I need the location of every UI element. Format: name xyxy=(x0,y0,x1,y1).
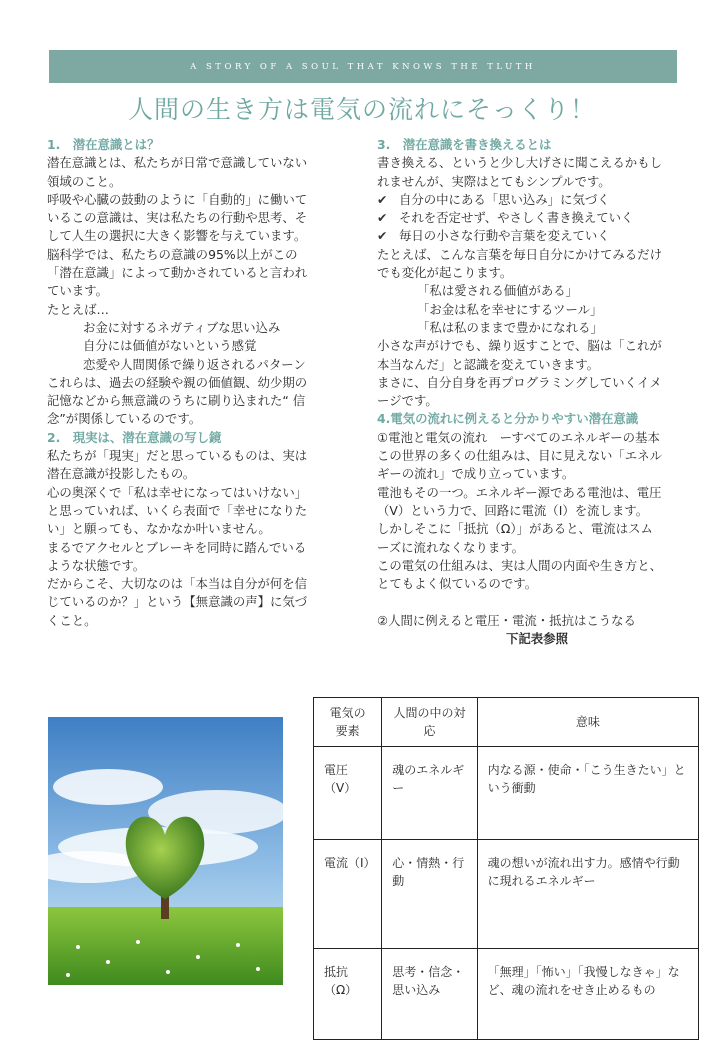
line-text: い」と願っても、なかなか叶いません。 xyxy=(47,521,271,537)
line-text: 記憶などから無意識のうちに刷り込まれた“ 信 xyxy=(47,393,306,409)
line-text: とてもよく似ているのです。 xyxy=(377,576,538,592)
text-line xyxy=(377,337,697,355)
text-line xyxy=(377,227,697,245)
line-text: 本当なんだ」と認識を変えていきます。 xyxy=(377,356,600,372)
text-line xyxy=(377,465,697,483)
heart-tree-photo xyxy=(48,717,283,985)
text-line xyxy=(47,154,357,172)
line-text: 領域のこと。 xyxy=(47,173,122,189)
text-line xyxy=(47,575,357,593)
section-heading xyxy=(47,136,357,154)
text-line xyxy=(47,319,357,337)
line-text: 潜在意識が投影したもの。 xyxy=(47,466,196,482)
table-header-cell: 意味 xyxy=(477,698,698,747)
line-text: ような状態です。 xyxy=(47,557,146,573)
text-line xyxy=(47,356,357,374)
header-banner xyxy=(49,50,677,83)
text-line xyxy=(377,191,697,209)
text-line xyxy=(377,246,697,264)
table-header-row xyxy=(314,698,699,747)
text-line xyxy=(47,337,357,355)
table-cell: 魂の想いが流れ出す力。感情や行動に現れるエネルギー xyxy=(477,840,698,949)
text-line xyxy=(377,557,697,575)
line-text: まさに、自分自身を再プログラミングしていくイメ xyxy=(377,374,662,390)
text-line xyxy=(47,191,357,209)
line-text: 「私は私のままで豊かになれる」 xyxy=(417,319,603,335)
text-line xyxy=(377,484,697,502)
text-line xyxy=(377,612,697,630)
text-line xyxy=(47,374,357,392)
table-cell: 魂のエネルギー xyxy=(382,747,477,840)
text-line xyxy=(377,447,697,465)
table-header-cell: 電気の要素 xyxy=(314,698,382,747)
table-cell: 思考・信念・思い込み xyxy=(382,949,477,1040)
line-text: それを否定せず、やさしく書き換えていく xyxy=(399,210,634,226)
page-title: 人間の生き方は電気の流れにそっくり！ xyxy=(127,95,596,124)
text-line xyxy=(47,392,357,410)
line-text: ①電池と電気の流れ ーすべてのエネルギーの基本 xyxy=(377,429,660,445)
section-heading xyxy=(377,410,697,428)
text-line xyxy=(377,301,697,319)
line-text: まるでアクセルとブレーキを同時に踏んでいる xyxy=(47,539,307,555)
line-text: 自分には価値がないという感覚 xyxy=(83,338,257,354)
check-icon: ✔ xyxy=(377,210,388,226)
line-text: 心の奥深くで「私は幸せになってはいけない」 xyxy=(47,484,308,500)
line-text: この世界の多くの仕組みは、目に見えない「エネル xyxy=(377,448,662,464)
heart-tree-icon xyxy=(48,717,283,985)
line-text: 毎日の小さな行動や言葉を変えていく xyxy=(399,228,610,244)
line-text: 小さな声がけでも、繰り返すことで、脳は「これが xyxy=(377,338,662,354)
text-line xyxy=(47,246,357,264)
text-line xyxy=(47,484,357,502)
text-line xyxy=(377,392,697,410)
banner-text: A STORY OF A SOUL THAT KNOWS THE TLUTH xyxy=(190,61,536,72)
line-text: しかしそこに「抵抗（Ω）」があると、電流はスム xyxy=(377,521,653,537)
line-text: 念”が関係しているのです。 xyxy=(47,411,202,427)
line-text: お金に対するネガティブな思い込み xyxy=(83,319,281,335)
text-line xyxy=(377,575,697,593)
table-cell: 内なる源・使命・「こう生きたい」という衝動 xyxy=(477,747,698,840)
table-row xyxy=(314,949,699,1040)
line-text: して人生の選択に大きく影響を与えています。 xyxy=(47,228,307,244)
line-text: ージです。 xyxy=(377,393,438,409)
text-line xyxy=(377,173,697,191)
line-text: でも変化が起こります。 xyxy=(377,265,513,281)
table-cell: 抵抗（Ω） xyxy=(314,949,382,1040)
line-text: 脳科学では、私たちの意識の95%以上がこの xyxy=(47,246,298,262)
text-line xyxy=(377,356,697,374)
text-line xyxy=(47,539,357,557)
line-text: くこと。 xyxy=(47,612,97,628)
check-icon: ✔ xyxy=(377,191,388,207)
text-line xyxy=(47,173,357,191)
text-line xyxy=(377,264,697,282)
table-row xyxy=(314,747,699,840)
line-text: ギーの流れ」で成り立っています。 xyxy=(377,466,575,482)
text-line xyxy=(377,319,697,337)
text-line xyxy=(47,465,357,483)
right-column xyxy=(377,136,697,648)
line-text: 1. 潜在意識とは？ xyxy=(47,137,160,152)
text-line xyxy=(377,630,697,648)
electric-analogy-table xyxy=(313,697,699,1040)
text-line xyxy=(377,502,697,520)
section-heading xyxy=(47,429,357,447)
line-text: たとえば… xyxy=(47,301,109,317)
text-line xyxy=(377,282,697,300)
check-icon: ✔ xyxy=(377,228,388,244)
line-text: だからこそ、大切なのは「本当は自分が何を信 xyxy=(47,576,307,592)
line-text: と思っていれば、いくら表面で「幸せになりた xyxy=(47,502,308,518)
line-text: 3. 潜在意識を書き換えるとは xyxy=(377,137,552,152)
line-text: ②人間に例えると電圧・電流・抵抗はこうなる xyxy=(377,612,636,628)
table-cell: 「無理」「怖い」「我慢しなきゃ」など、魂の流れをせき止めるもの xyxy=(477,949,698,1040)
table-cell: 電圧（V） xyxy=(314,747,382,840)
table-row xyxy=(314,840,699,949)
text-line xyxy=(47,264,357,282)
text-line xyxy=(47,209,357,227)
text-line xyxy=(47,282,357,300)
line-text: ーズに流れなくなります。 xyxy=(377,539,525,555)
text-line xyxy=(377,429,697,447)
section-heading xyxy=(377,136,697,154)
text-line xyxy=(47,593,357,611)
text-line xyxy=(377,374,697,392)
line-text: 電池もその一つ。エネルギー源である電池は、電圧 xyxy=(377,484,662,500)
left-column xyxy=(47,136,357,630)
line-text: 下記表参照 xyxy=(506,631,568,647)
text-line xyxy=(47,502,357,520)
text-line xyxy=(47,227,357,245)
line-text: 4.電気の流れに例えると分かりやすい潜在意識 xyxy=(377,411,639,427)
line-text: 「潜在意識」によって動かされていると言われ xyxy=(47,265,308,281)
line-text: 自分の中にある「思い込み」に気づく xyxy=(399,191,610,207)
line-text: 恋愛や人間関係で繰り返されるパターン xyxy=(83,356,306,372)
line-text: この電気の仕組みは、実は人間の内面や生き方と、 xyxy=(377,557,662,573)
text-line xyxy=(47,410,357,428)
text-line xyxy=(47,301,357,319)
line-text: れませんが、実際はとてもシンプルです。 xyxy=(377,173,611,189)
text-line xyxy=(377,593,697,611)
text-line xyxy=(47,447,357,465)
table-header-cell: 人間の中の対応 xyxy=(382,698,477,747)
table-cell: 電流（I） xyxy=(314,840,382,949)
line-text: 書き換える、というと少し大げさに聞こえるかもし xyxy=(377,155,662,171)
line-text: 「お金は私を幸せにするツール」 xyxy=(417,301,603,317)
text-line xyxy=(377,209,697,227)
text-line xyxy=(377,520,697,538)
text-line xyxy=(377,154,697,172)
line-text: 「私は愛される価値がある」 xyxy=(417,283,579,299)
line-text: （V）という力で、回路に電流（I）を流します。 xyxy=(377,502,649,518)
line-text: いるこの意識は、実は私たちの行動や思考、そ xyxy=(47,210,308,226)
text-line xyxy=(377,539,697,557)
line-text: 私たちが「現実」だと思っているものは、実は xyxy=(47,448,308,464)
text-line xyxy=(47,557,357,575)
line-text: ています。 xyxy=(47,283,108,299)
text-line xyxy=(47,612,357,630)
line-text: 潜在意識とは、私たちが日常で意識していない xyxy=(47,155,308,171)
line-text: じているのか？」という【無意識の声】に気づ xyxy=(47,594,308,610)
line-text: これらは、過去の経験や親の価値観、幼少期の xyxy=(47,374,308,390)
table-cell: 心・情熱・行動 xyxy=(382,840,477,949)
line-text: 呼吸や心臓の鼓動のように「自動的」に働いて xyxy=(47,191,308,207)
text-line xyxy=(47,520,357,538)
line-text: 2. 現実は、潜在意識の写し鏡 xyxy=(47,429,222,445)
line-text: たとえば、こんな言葉を毎日自分にかけてみるだけ xyxy=(377,246,662,262)
